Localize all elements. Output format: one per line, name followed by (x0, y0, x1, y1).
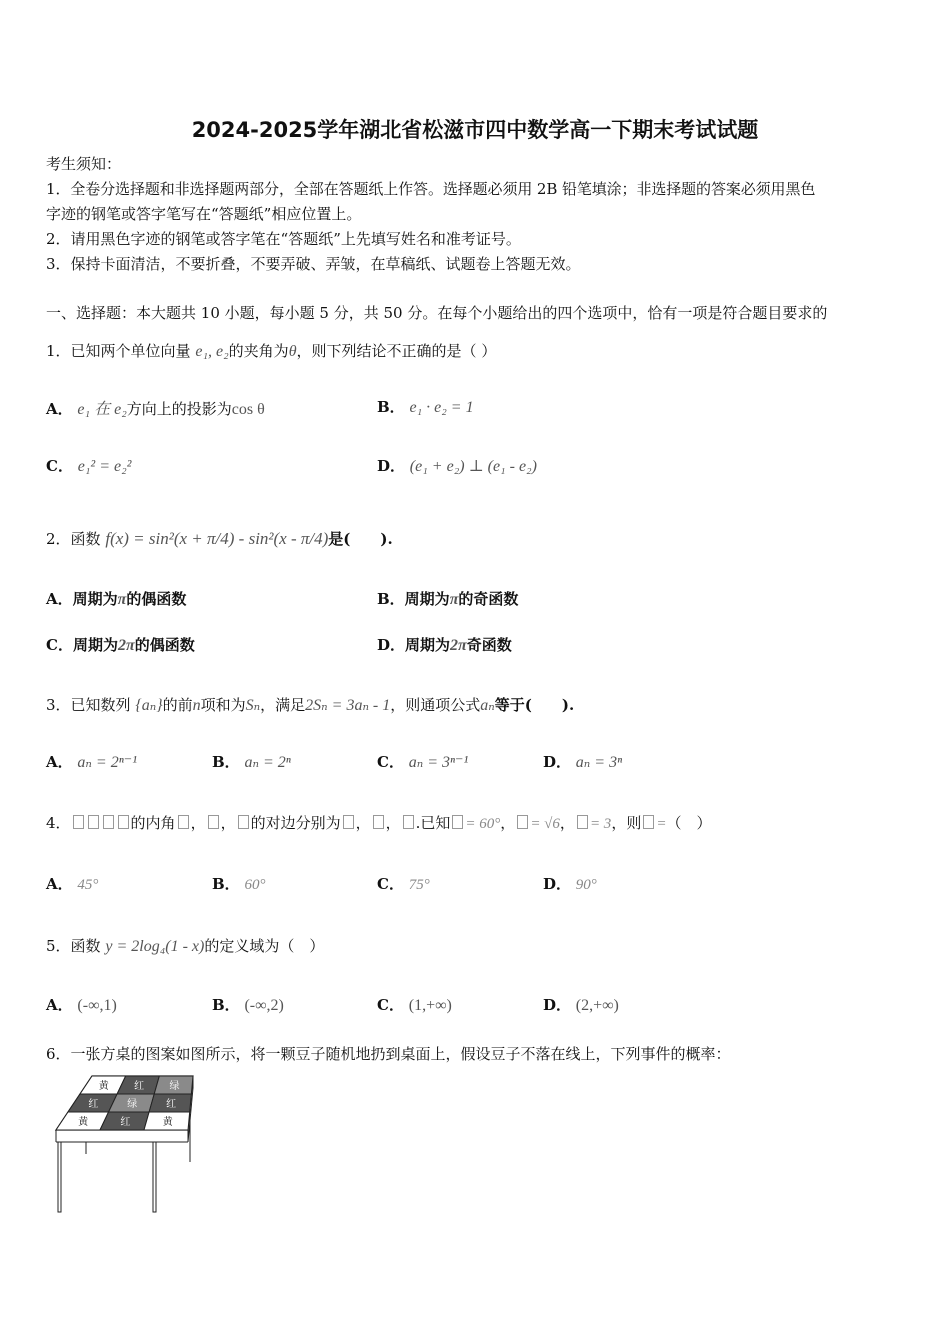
tile-color-label: 黄 (78, 1117, 89, 1128)
tile-grid (56, 1076, 193, 1130)
q1-math-theta: θ (288, 343, 297, 360)
q3-option-d[interactable] (543, 751, 622, 772)
q2-text: 函数 (70, 530, 101, 548)
missing-glyph-icon (577, 815, 588, 829)
option-label: B． (377, 398, 405, 416)
q4-math-equals: = (656, 816, 667, 832)
question-number: 3． (46, 696, 71, 714)
q3-text-2: 的前 (162, 696, 193, 714)
missing-glyph-icon (103, 815, 114, 829)
q5-option-c[interactable] (377, 994, 452, 1015)
notice-line-2: 2．请用黑色字迹的钢笔或答字笔在“答题纸”上先填写姓名和准考证号。 (46, 230, 521, 248)
option-math: aₙ = 3ⁿ⁻¹ (408, 754, 469, 771)
missing-glyph-icon (118, 815, 129, 829)
q3-option-b[interactable] (212, 751, 291, 772)
q3-option-c[interactable] (377, 751, 468, 772)
q1-option-c[interactable] (46, 455, 131, 476)
missing-glyph-icon (517, 815, 528, 829)
notice-line-1a: 1．全卷分选择题和非选择题两部分，全部在答题纸上作答。选择题必须用 2B 铅笔填涂；非选择题的答案必须用黑色 (46, 180, 816, 198)
option-text: D．周期为 (377, 636, 451, 654)
missing-glyph-icon (643, 815, 654, 829)
option-label: C． (377, 753, 404, 771)
notice-heading: 考生须知： (46, 155, 122, 173)
question-number: 5． (46, 937, 71, 955)
option-math: 90° (575, 877, 597, 893)
q4-option-b[interactable] (212, 873, 265, 894)
option-math: π (449, 591, 459, 608)
question-number: 2． (46, 530, 71, 548)
tile-color-label: 红 (134, 1081, 145, 1092)
q4-option-a[interactable] (46, 873, 98, 894)
q3-text-5: ，则通项公式 (390, 696, 481, 714)
tile-color-label: 红 (88, 1099, 99, 1110)
q5-option-d[interactable] (543, 994, 619, 1015)
q6-text: 一张方桌的图案如图所示，将一颗豆子随机地扔到桌面上，假设豆子不落在线上，下列事件的概率： (70, 1045, 731, 1063)
tile-color-label: 红 (120, 1117, 131, 1128)
missing-glyph-icon (452, 815, 463, 829)
option-label: A． (46, 400, 73, 418)
table-leg (58, 1142, 61, 1212)
option-math: aₙ = 3ⁿ (575, 754, 623, 771)
option-math: e₁² = e₂² (77, 458, 132, 475)
option-math: aₙ = 2ⁿ (244, 754, 291, 771)
q3-text-4: ，满足 (260, 696, 306, 714)
tile-color-label: 绿 (169, 1081, 180, 1092)
q3-text-6: 等于( ). (494, 696, 575, 714)
q4-math-side-2: = 3 (589, 816, 612, 832)
option-math: 2π (450, 637, 467, 654)
option-label: B． (212, 996, 240, 1014)
option-math: 2π (117, 637, 135, 654)
tile-color-label: 红 (166, 1099, 177, 1110)
q1-option-a[interactable] (46, 396, 265, 419)
question-1 (46, 340, 496, 361)
option-label: D． (543, 996, 572, 1014)
q4-text: 的内角 (130, 814, 176, 832)
option-math: π (117, 591, 127, 608)
missing-glyph-icon (343, 815, 354, 829)
missing-glyph-icon (403, 815, 414, 829)
option-math: (2,+∞) (575, 997, 619, 1014)
option-text-2: 奇函数 (466, 636, 512, 654)
question-2 (46, 528, 393, 549)
q5-option-b[interactable] (212, 994, 284, 1015)
option-math: e₁ · e₂ = 1 (409, 399, 474, 416)
notice-line-3: 3．保持卡面清洁，不要折叠，不要弄破、弄皱，在草稿纸、试题卷上答题无效。 (46, 255, 581, 273)
missing-glyph-icon (238, 815, 249, 829)
option-math: 45° (77, 877, 99, 893)
q4-option-d[interactable] (543, 873, 597, 894)
q4-option-c[interactable] (377, 873, 430, 894)
option-label: A． (46, 996, 73, 1014)
option-label: A． (46, 753, 73, 771)
option-math: (1,+∞) (408, 997, 452, 1014)
option-math: 75° (408, 877, 430, 893)
tile-color-label: 绿 (127, 1099, 138, 1110)
option-text: 方向上的投影为 (126, 400, 232, 418)
option-label: B． (212, 753, 240, 771)
section-heading: 一、选择题：本大题共 10 小题，每小题 5 分，共 50 分。在每个小题给出的四个选项中，恰有一项是符合题目要求的 (46, 304, 828, 322)
option-text: A．周期为 (46, 590, 118, 608)
tile-color-label: 黄 (98, 1081, 109, 1092)
question-3 (46, 694, 574, 715)
option-label: D． (543, 753, 572, 771)
q3-option-a[interactable] (46, 751, 137, 772)
option-math: 60° (244, 877, 266, 893)
option-text-2: 的偶函数 (126, 590, 187, 608)
q2-option-b[interactable] (377, 588, 518, 609)
q1-math-vectors: e₁, e₂ (195, 343, 229, 360)
missing-glyph-icon (73, 815, 84, 829)
question-number: 6． (46, 1045, 71, 1063)
q3-math-n: n (192, 697, 201, 714)
q5-math-function: y = 2log₄(1 - x) (105, 938, 205, 955)
option-math-2: cos θ (231, 401, 265, 418)
missing-glyph-icon (373, 815, 384, 829)
q3-text: 已知数列 (70, 696, 131, 714)
q3-math-eq: 2Sₙ = 3aₙ - 1 (305, 697, 391, 714)
notice-line-1b: 字迹的钢笔或答字笔写在“答题纸”相应位置上。 (46, 205, 362, 223)
option-math: e₁ 在 e₂ (77, 401, 127, 418)
tile-color-label: 黄 (162, 1117, 173, 1128)
q2-option-c[interactable] (46, 634, 195, 655)
q4-text-5: （ ） (666, 814, 712, 832)
option-math: (-∞,2) (244, 997, 284, 1014)
missing-glyph-icon (208, 815, 219, 829)
option-text: C．周期为 (46, 636, 118, 654)
table-leg (153, 1142, 156, 1212)
q4-math-angle: = 60° (465, 816, 501, 832)
q3-math-seq: {aₙ} (135, 697, 163, 714)
q2-option-a[interactable] (46, 588, 186, 609)
q2-math-function: f(x) = sin²(x + π/4) - sin²(x - π/4) (105, 529, 329, 548)
question-6 (46, 1043, 731, 1064)
table-figure (50, 1074, 200, 1216)
option-math: (e₁ + e₂) ⊥ (e₁ - e₂) (409, 458, 537, 475)
q3-math-an: aₙ (480, 697, 495, 714)
option-text: B．周期为 (377, 590, 450, 608)
option-label: C． (377, 875, 404, 893)
missing-glyph-icon (88, 815, 99, 829)
option-label: D． (543, 875, 572, 893)
q1-text-3: ，则下列结论不正确的是（ ） (296, 342, 497, 360)
question-number: 1． (46, 342, 71, 360)
question-5 (46, 935, 324, 956)
q2-text-2: 是( ). (328, 530, 393, 548)
option-label: D． (377, 457, 406, 475)
q4-text-2: 的对边分别为 (250, 814, 341, 832)
missing-glyph-icon (178, 815, 189, 829)
option-label: C． (377, 996, 404, 1014)
option-math: (-∞,1) (77, 997, 117, 1014)
option-label: A． (46, 875, 73, 893)
q5-option-a[interactable] (46, 994, 117, 1015)
q3-math-sn: Sₙ (245, 697, 261, 714)
question-number: 4． (46, 814, 71, 832)
q1-text-2: 的夹角为 (228, 342, 289, 360)
q4-text-3: .已知 (415, 814, 451, 832)
q1-option-b[interactable] (377, 396, 474, 417)
option-label: B． (212, 875, 240, 893)
q1-option-d[interactable] (377, 455, 537, 476)
q4-math-side-1: = √6 (530, 816, 560, 832)
option-math: aₙ = 2ⁿ⁻¹ (77, 754, 137, 771)
q4-text-4: ，则 (611, 814, 642, 832)
option-text-2: 的偶函数 (134, 636, 195, 654)
option-label: C． (46, 457, 73, 475)
q3-text-3: 项和为 (200, 696, 246, 714)
q1-text: 已知两个单位向量 (70, 342, 191, 360)
option-text-2: 的奇函数 (458, 590, 519, 608)
q5-text: 函数 (70, 937, 101, 955)
page-title: 2024-2025学年湖北省松滋市四中数学高一下期末考试试题 (191, 118, 759, 142)
question-4: 4． 的内角 ， ， 的对边分别为 ， ， .已知 = 60°， = √6， = 3，则 =（ ） (46, 814, 712, 832)
q5-text-2: 的定义域为（ ） (204, 937, 325, 955)
q2-option-d[interactable] (377, 634, 512, 655)
